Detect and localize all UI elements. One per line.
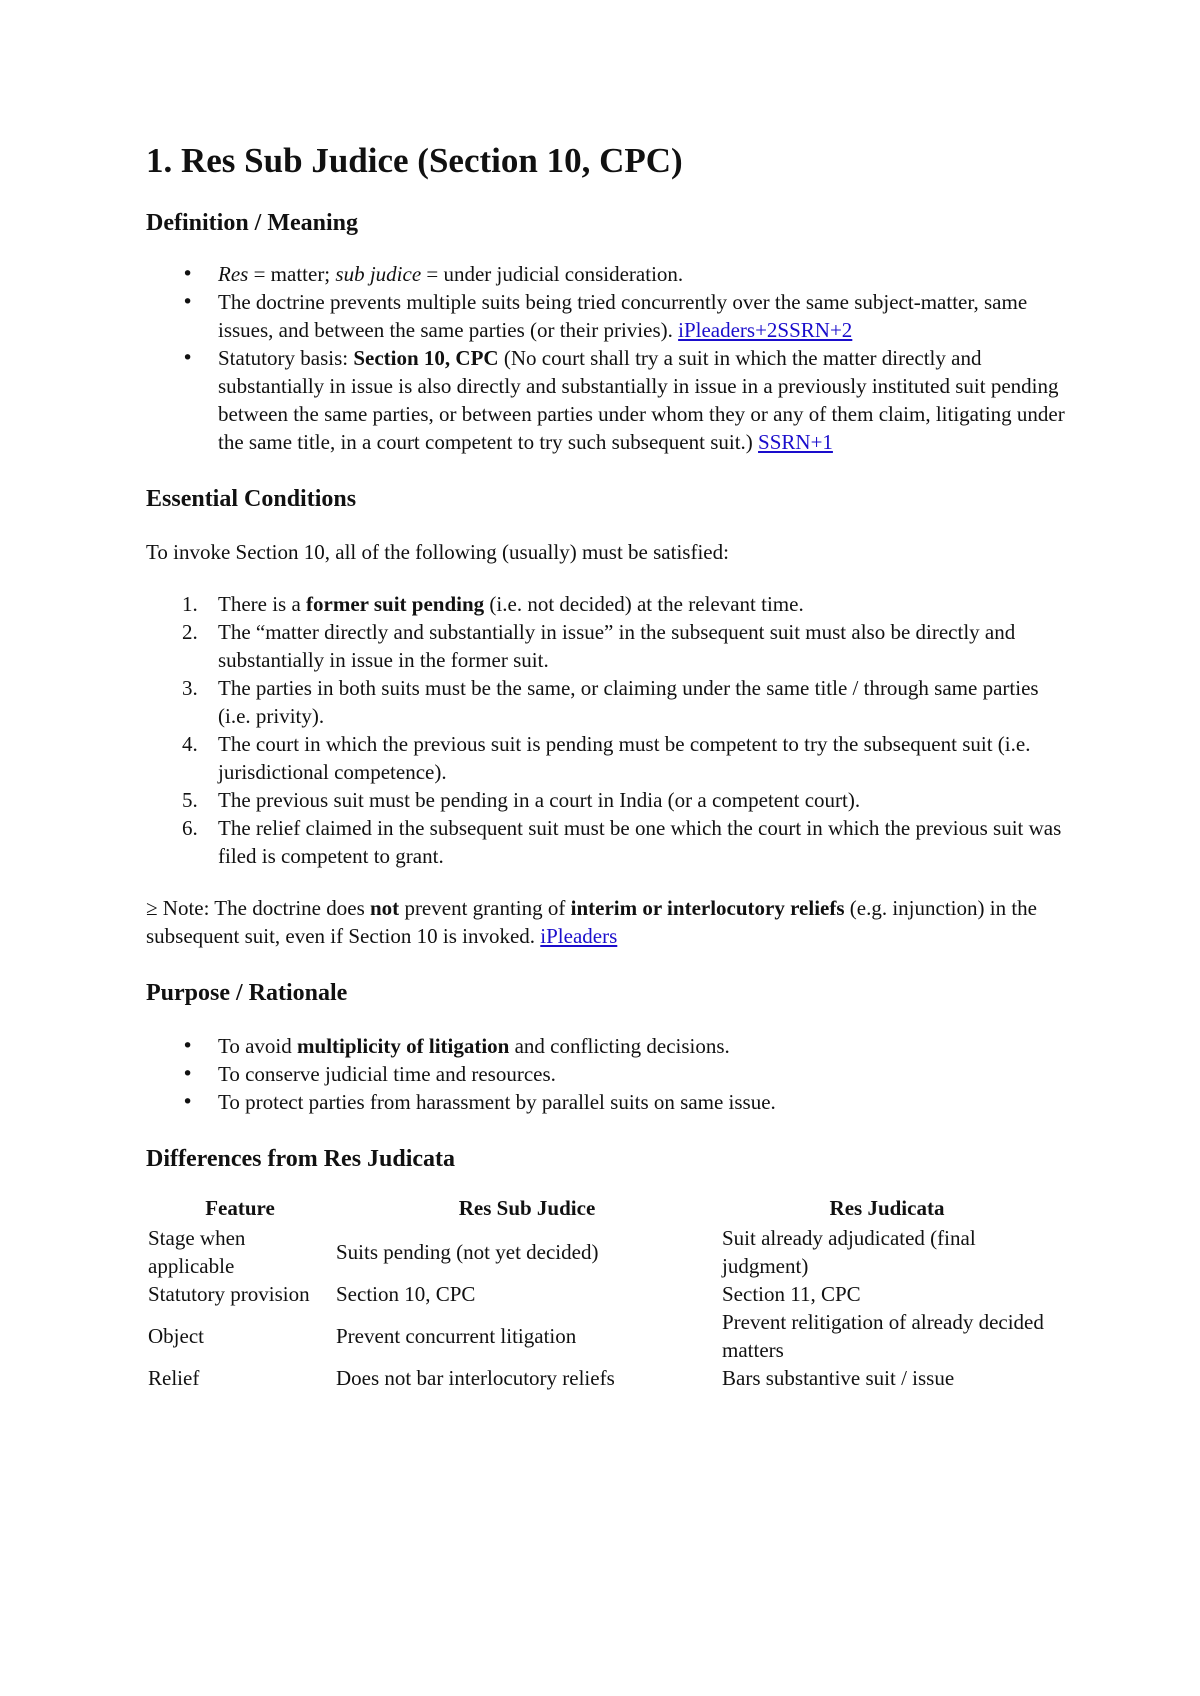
table-row xyxy=(146,1280,1054,1308)
definition-bullet-3: • Statutory basis: Section 10, CPC (No court shall try a suit in which the matter directly and substantially in issue is also directly and substantially in issue in a previously instituted suit pending between the same parties, or between parties under whom they or any of them claim, litigating under the same title, in a court competent to try such subsequent suit.) SSRN+1 xyxy=(218,344,1076,456)
citation-link[interactable]: iPleaders+2SSRN+2 xyxy=(678,318,853,342)
table-cell: Prevent relitigation of already decided matters xyxy=(722,1310,1044,1362)
condition-item-6: 6. The relief claimed in the subsequent suit must be one which the court in which the previous suit was filed is competent to grant. xyxy=(182,816,1062,868)
table-cell: Stage when applicable xyxy=(148,1226,246,1278)
table-cell: Suit already adjudicated (final judgment) xyxy=(722,1226,976,1278)
citation-link[interactable]: SSRN+1 xyxy=(758,430,833,454)
table-cell: Prevent concurrent litigation xyxy=(336,1324,577,1348)
table-cell: Section 11, CPC xyxy=(722,1282,861,1306)
differences-heading: Differences from Res Judicata xyxy=(146,1146,456,1172)
table-cell: Relief xyxy=(148,1366,200,1390)
purpose-bullet-2: • To conserve judicial time and resources. xyxy=(218,1060,1076,1088)
condition-item-1: 1. There is a former suit pending (i.e. not decided) at the relevant time. xyxy=(182,592,804,616)
citation-link[interactable]: iPleaders xyxy=(540,924,618,948)
table-cell: Does not bar interlocutory reliefs xyxy=(336,1366,615,1390)
table-cell: Bars substantive suit / issue xyxy=(722,1366,955,1390)
page-title: 1. Res Sub Judice (Section 10, CPC) xyxy=(146,141,683,180)
definition-list xyxy=(146,260,1076,456)
purpose-heading: Purpose / Rationale xyxy=(146,980,348,1006)
table-cell: Section 10, CPC xyxy=(336,1282,476,1306)
condition-item-3: 3. The parties in both suits must be the same, or claiming under the same title / through same parties (i.e. privity). xyxy=(182,676,1039,728)
definition-heading: Definition / Meaning xyxy=(146,210,359,236)
condition-item-2: 2. The “matter directly and substantially in issue” in the subsequent suit must also be directly and substantially in issue in the former suit. xyxy=(182,620,1016,672)
conditions-list xyxy=(146,590,1076,870)
conditions-intro: To invoke Section 10, all of the following (usually) must be satisfied: xyxy=(146,540,729,564)
table-header-cell: Res Sub Judice xyxy=(458,1196,596,1220)
table-header-cell: Feature xyxy=(205,1196,275,1220)
table-cell: Suits pending (not yet decided) xyxy=(336,1240,599,1264)
condition-item-5: 5. The previous suit must be pending in a court in India (or a competent court). xyxy=(182,788,861,812)
definition-bullet-2: • The doctrine prevents multiple suits being tried concurrently over the same subject-matter, same issues, and between the same parties (or their privies). iPleaders+2SSRN+2 xyxy=(218,288,1076,344)
purpose-bullet-1: • To avoid multiplicity of litigation and conflicting decisions. xyxy=(218,1032,1076,1060)
differences-table xyxy=(146,1194,1054,1392)
purpose-list xyxy=(146,1032,1076,1116)
conditions-note: ≥ Note: The doctrine does not prevent granting of interim or interlocutory reliefs (e.g. injunction) in the subsequent suit, even if Section 10 is invoked. iPleaders xyxy=(146,896,1037,948)
table-cell: Object xyxy=(148,1324,204,1348)
table-row xyxy=(146,1308,1054,1364)
table-row xyxy=(146,1224,1054,1280)
document-page xyxy=(146,140,1076,1392)
table-row xyxy=(146,1364,1054,1392)
conditions-heading: Essential Conditions xyxy=(146,486,357,512)
definition-bullet-1: • Res = matter; sub judice = under judicial consideration. xyxy=(218,260,1076,288)
table-cell: Statutory provision xyxy=(148,1282,310,1306)
condition-item-4: 4. The court in which the previous suit is pending must be competent to try the subsequent suit (i.e. jurisdictional competence). xyxy=(182,732,1031,784)
table-header-cell: Res Judicata xyxy=(829,1196,945,1220)
purpose-bullet-3: • To protect parties from harassment by parallel suits on same issue. xyxy=(218,1088,1076,1116)
table-header-row xyxy=(146,1194,1054,1224)
